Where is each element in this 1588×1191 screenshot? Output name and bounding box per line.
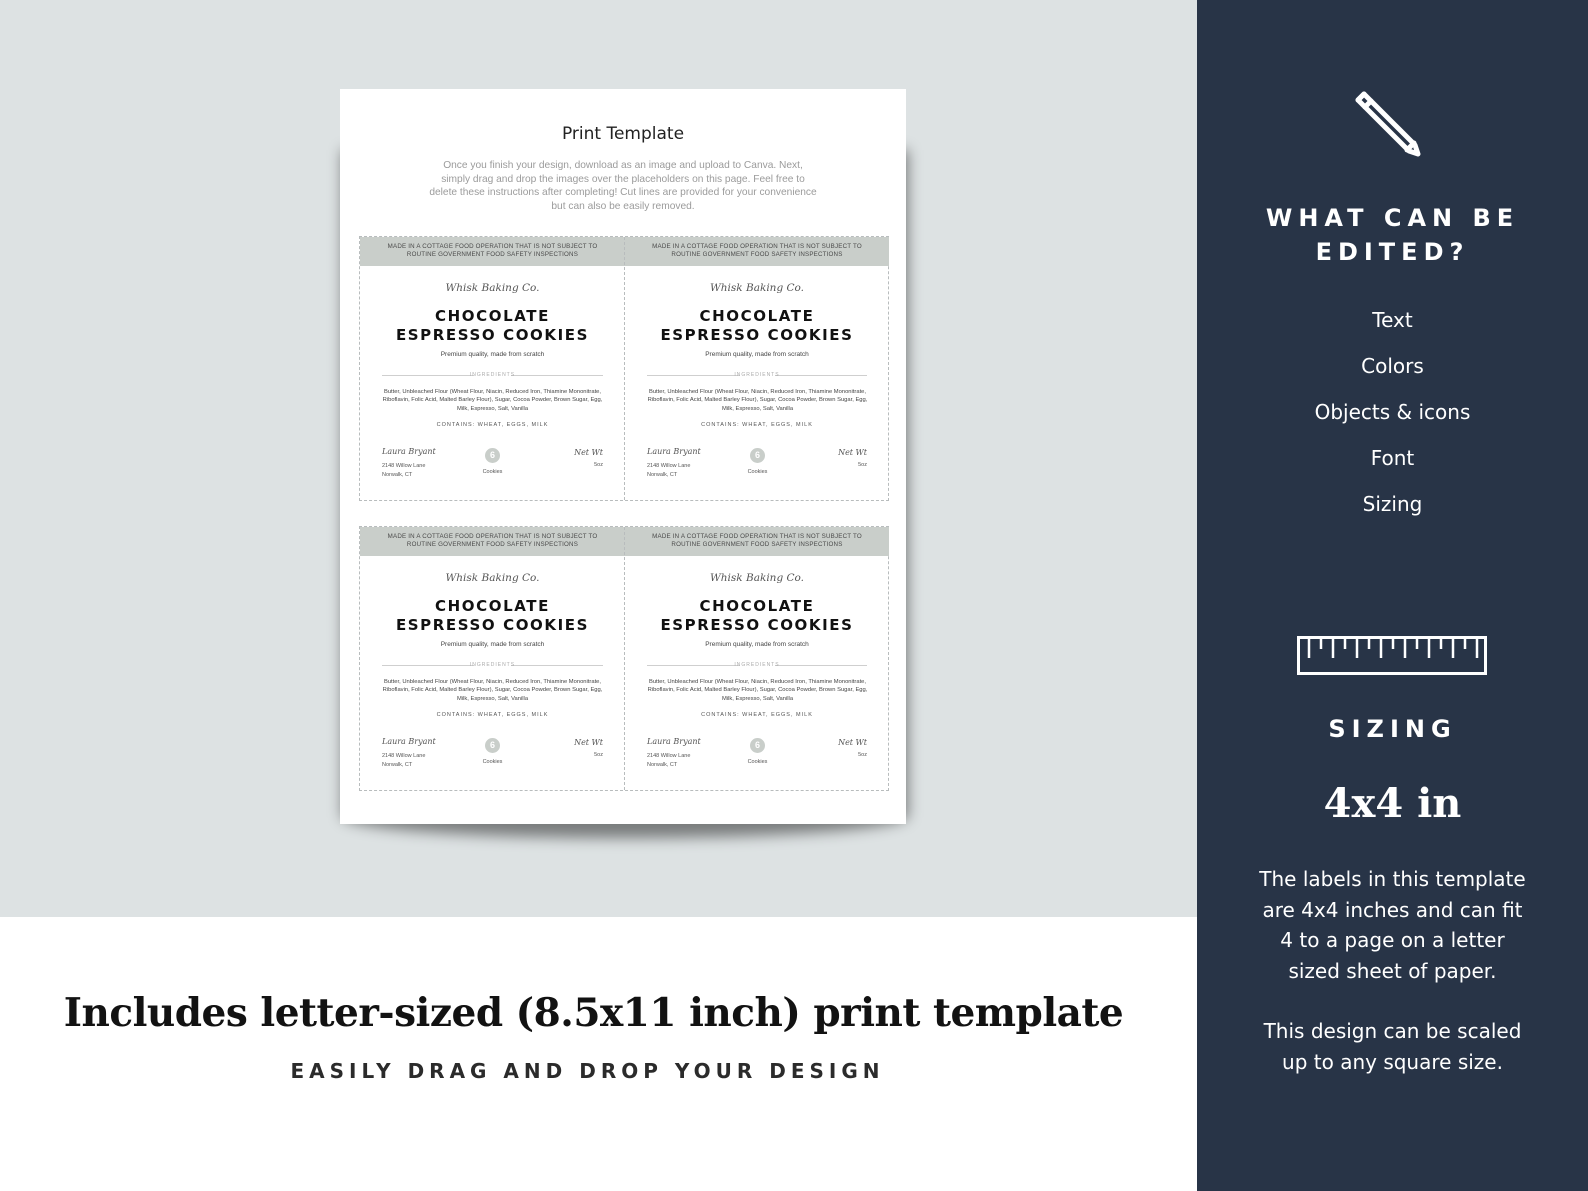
- editable-item: Colors: [1361, 354, 1424, 378]
- label-tagline: Premium quality, made from scratch: [440, 351, 545, 358]
- paper-instructions: Once you finish your design, download as an image and upload to Canva. Next, simply drag and drop the images over the placeholders on this page. Feel free to delete these instructions after completing! Cut lines are provided for your convenience but can also be easily removed.: [429, 160, 817, 212]
- label-banner: MADE IN A COTTAGE FOOD OPERATION THAT IS NOT SUBJECT TO ROUTINE GOVERNMENT FOOD SAFETY INSPECTIONS: [360, 527, 625, 556]
- address: 2148 Willow Lane Norwalk, CT: [382, 463, 426, 478]
- count-badge: 6: [750, 448, 765, 463]
- net-weight-label: Net Wt: [574, 448, 603, 457]
- count-label: Cookies: [747, 469, 768, 475]
- label-tagline: Premium quality, made from scratch: [705, 351, 809, 358]
- pencil-icon: [1352, 88, 1422, 158]
- label-brand: Whisk Baking Co.: [445, 282, 540, 294]
- address: 2148 Willow Lane Norwalk, CT: [382, 753, 426, 768]
- label-sheet-top: [359, 236, 889, 501]
- label-tagline: Premium quality, made from scratch: [705, 641, 809, 648]
- scaling-note: This design can be scaled up to any square size.: [1263, 1019, 1522, 1074]
- sizing-heading: SIZING: [1328, 715, 1457, 743]
- label-banner: MADE IN A COTTAGE FOOD OPERATION THAT IS NOT SUBJECT TO ROUTINE GOVERNMENT FOOD SAFETY INSPECTIONS: [360, 237, 625, 266]
- net-weight-value: 5oz: [858, 752, 867, 758]
- editable-item: Text: [1372, 308, 1413, 332]
- label-card: [360, 527, 625, 790]
- editable-item: Sizing: [1362, 492, 1423, 516]
- net-weight-value: 5oz: [858, 462, 867, 468]
- ingredients-text: Butter, Unbleached Flour (Wheat Flour, Niacin, Reduced Iron, Thiamine Mononitrate, Riboflavin, Folic Acid, Malted Barley Flour), Sugar, Cocoa Powder, Brown Sugar, Egg, Milk, Espresso, Salt, Vanilla: [647, 389, 868, 412]
- net-weight-value: 5oz: [594, 462, 603, 468]
- label-product-name: CHOCOLATE ESPRESSO COOKIES: [660, 597, 854, 634]
- caption-title: Includes letter-sized (8.5x11 inch) print template: [63, 990, 1124, 1036]
- count-label: Cookies: [482, 469, 503, 475]
- label-sheet-bottom: [359, 526, 889, 791]
- signature: Laura Bryant: [647, 447, 701, 456]
- sizing-description: The labels in this template are 4x4 inches and can fit 4 to a page on a letter sized sheet of paper.: [1259, 867, 1526, 983]
- net-weight-label: Net Wt: [838, 738, 867, 747]
- ingredients-heading: INGREDIENTS: [734, 662, 780, 668]
- label-product-name: CHOCOLATE ESPRESSO COOKIES: [395, 597, 590, 634]
- count-badge: 6: [485, 448, 500, 463]
- label-card: [360, 237, 625, 500]
- address: 2148 Willow Lane Norwalk, CT: [647, 753, 691, 768]
- signature: Laura Bryant: [382, 737, 436, 746]
- ingredients-text: Butter, Unbleached Flour (Wheat Flour, Niacin, Reduced Iron, Thiamine Mononitrate, Riboflavin, Folic Acid, Malted Barley Flour), Sugar, Cocoa Powder, Brown Sugar, Egg, Milk, Espresso, Salt, Vanilla: [647, 679, 868, 702]
- label-card: [624, 237, 889, 500]
- editable-item: Font: [1370, 446, 1415, 470]
- net-weight-value: 5oz: [594, 752, 603, 758]
- count-label: Cookies: [747, 759, 768, 765]
- paper-title: Print Template: [561, 124, 685, 144]
- label-brand: Whisk Baking Co.: [709, 572, 805, 584]
- label-tagline: Premium quality, made from scratch: [440, 641, 545, 648]
- label-brand: Whisk Baking Co.: [709, 282, 805, 294]
- label-banner: MADE IN A COTTAGE FOOD OPERATION THAT IS NOT SUBJECT TO ROUTINE GOVERNMENT FOOD SAFETY INSPECTIONS: [625, 237, 889, 266]
- count-label: Cookies: [482, 759, 503, 765]
- address: 2148 Willow Lane Norwalk, CT: [647, 463, 691, 478]
- ingredients-heading: INGREDIENTS: [469, 372, 516, 378]
- ingredients-heading: INGREDIENTS: [469, 662, 516, 668]
- net-weight-label: Net Wt: [574, 738, 603, 747]
- ingredients-text: Butter, Unbleached Flour (Wheat Flour, Niacin, Reduced Iron, Thiamine Mononitrate, Riboflavin, Folic Acid, Malted Barley Flour), Sugar, Cocoa Powder, Brown Sugar, Egg, Milk, Espresso, Salt, Vanilla: [382, 679, 603, 702]
- caption-background: [0, 917, 1197, 1191]
- net-weight-label: Net Wt: [838, 448, 867, 457]
- label-product-name: CHOCOLATE ESPRESSO COOKIES: [395, 307, 590, 344]
- edit-heading: WHAT CAN BE EDITED?: [1265, 204, 1520, 266]
- ingredients-text: Butter, Unbleached Flour (Wheat Flour, Niacin, Reduced Iron, Thiamine Mononitrate, Riboflavin, Folic Acid, Malted Barley Flour), Sugar, Cocoa Powder, Brown Sugar, Egg, Milk, Espresso, Salt, Vanilla: [382, 389, 603, 412]
- count-badge: 6: [485, 738, 500, 753]
- label-brand: Whisk Baking Co.: [445, 572, 540, 584]
- editable-list: [1197, 305, 1588, 535]
- label-banner: MADE IN A COTTAGE FOOD OPERATION THAT IS NOT SUBJECT TO ROUTINE GOVERNMENT FOOD SAFETY INSPECTIONS: [625, 527, 889, 556]
- size-value: 4x4 in: [1323, 780, 1462, 827]
- caption-subtitle: EASILY DRAG AND DROP YOUR DESIGN: [290, 1059, 885, 1083]
- signature: Laura Bryant: [382, 447, 436, 456]
- label-card: [624, 527, 889, 790]
- editable-item: Objects & icons: [1314, 400, 1471, 424]
- allergen-text: CONTAINS: WHEAT, EGGS, MILK: [436, 712, 549, 718]
- count-badge: 6: [750, 738, 765, 753]
- ruler-icon: [1297, 636, 1487, 675]
- info-panel: [1197, 0, 1588, 1191]
- allergen-text: CONTAINS: WHEAT, EGGS, MILK: [701, 422, 813, 428]
- signature: Laura Bryant: [647, 737, 701, 746]
- label-product-name: CHOCOLATE ESPRESSO COOKIES: [660, 307, 854, 344]
- print-template-paper: [340, 89, 906, 824]
- allergen-text: CONTAINS: WHEAT, EGGS, MILK: [701, 712, 813, 718]
- allergen-text: CONTAINS: WHEAT, EGGS, MILK: [436, 422, 549, 428]
- ingredients-heading: INGREDIENTS: [734, 372, 780, 378]
